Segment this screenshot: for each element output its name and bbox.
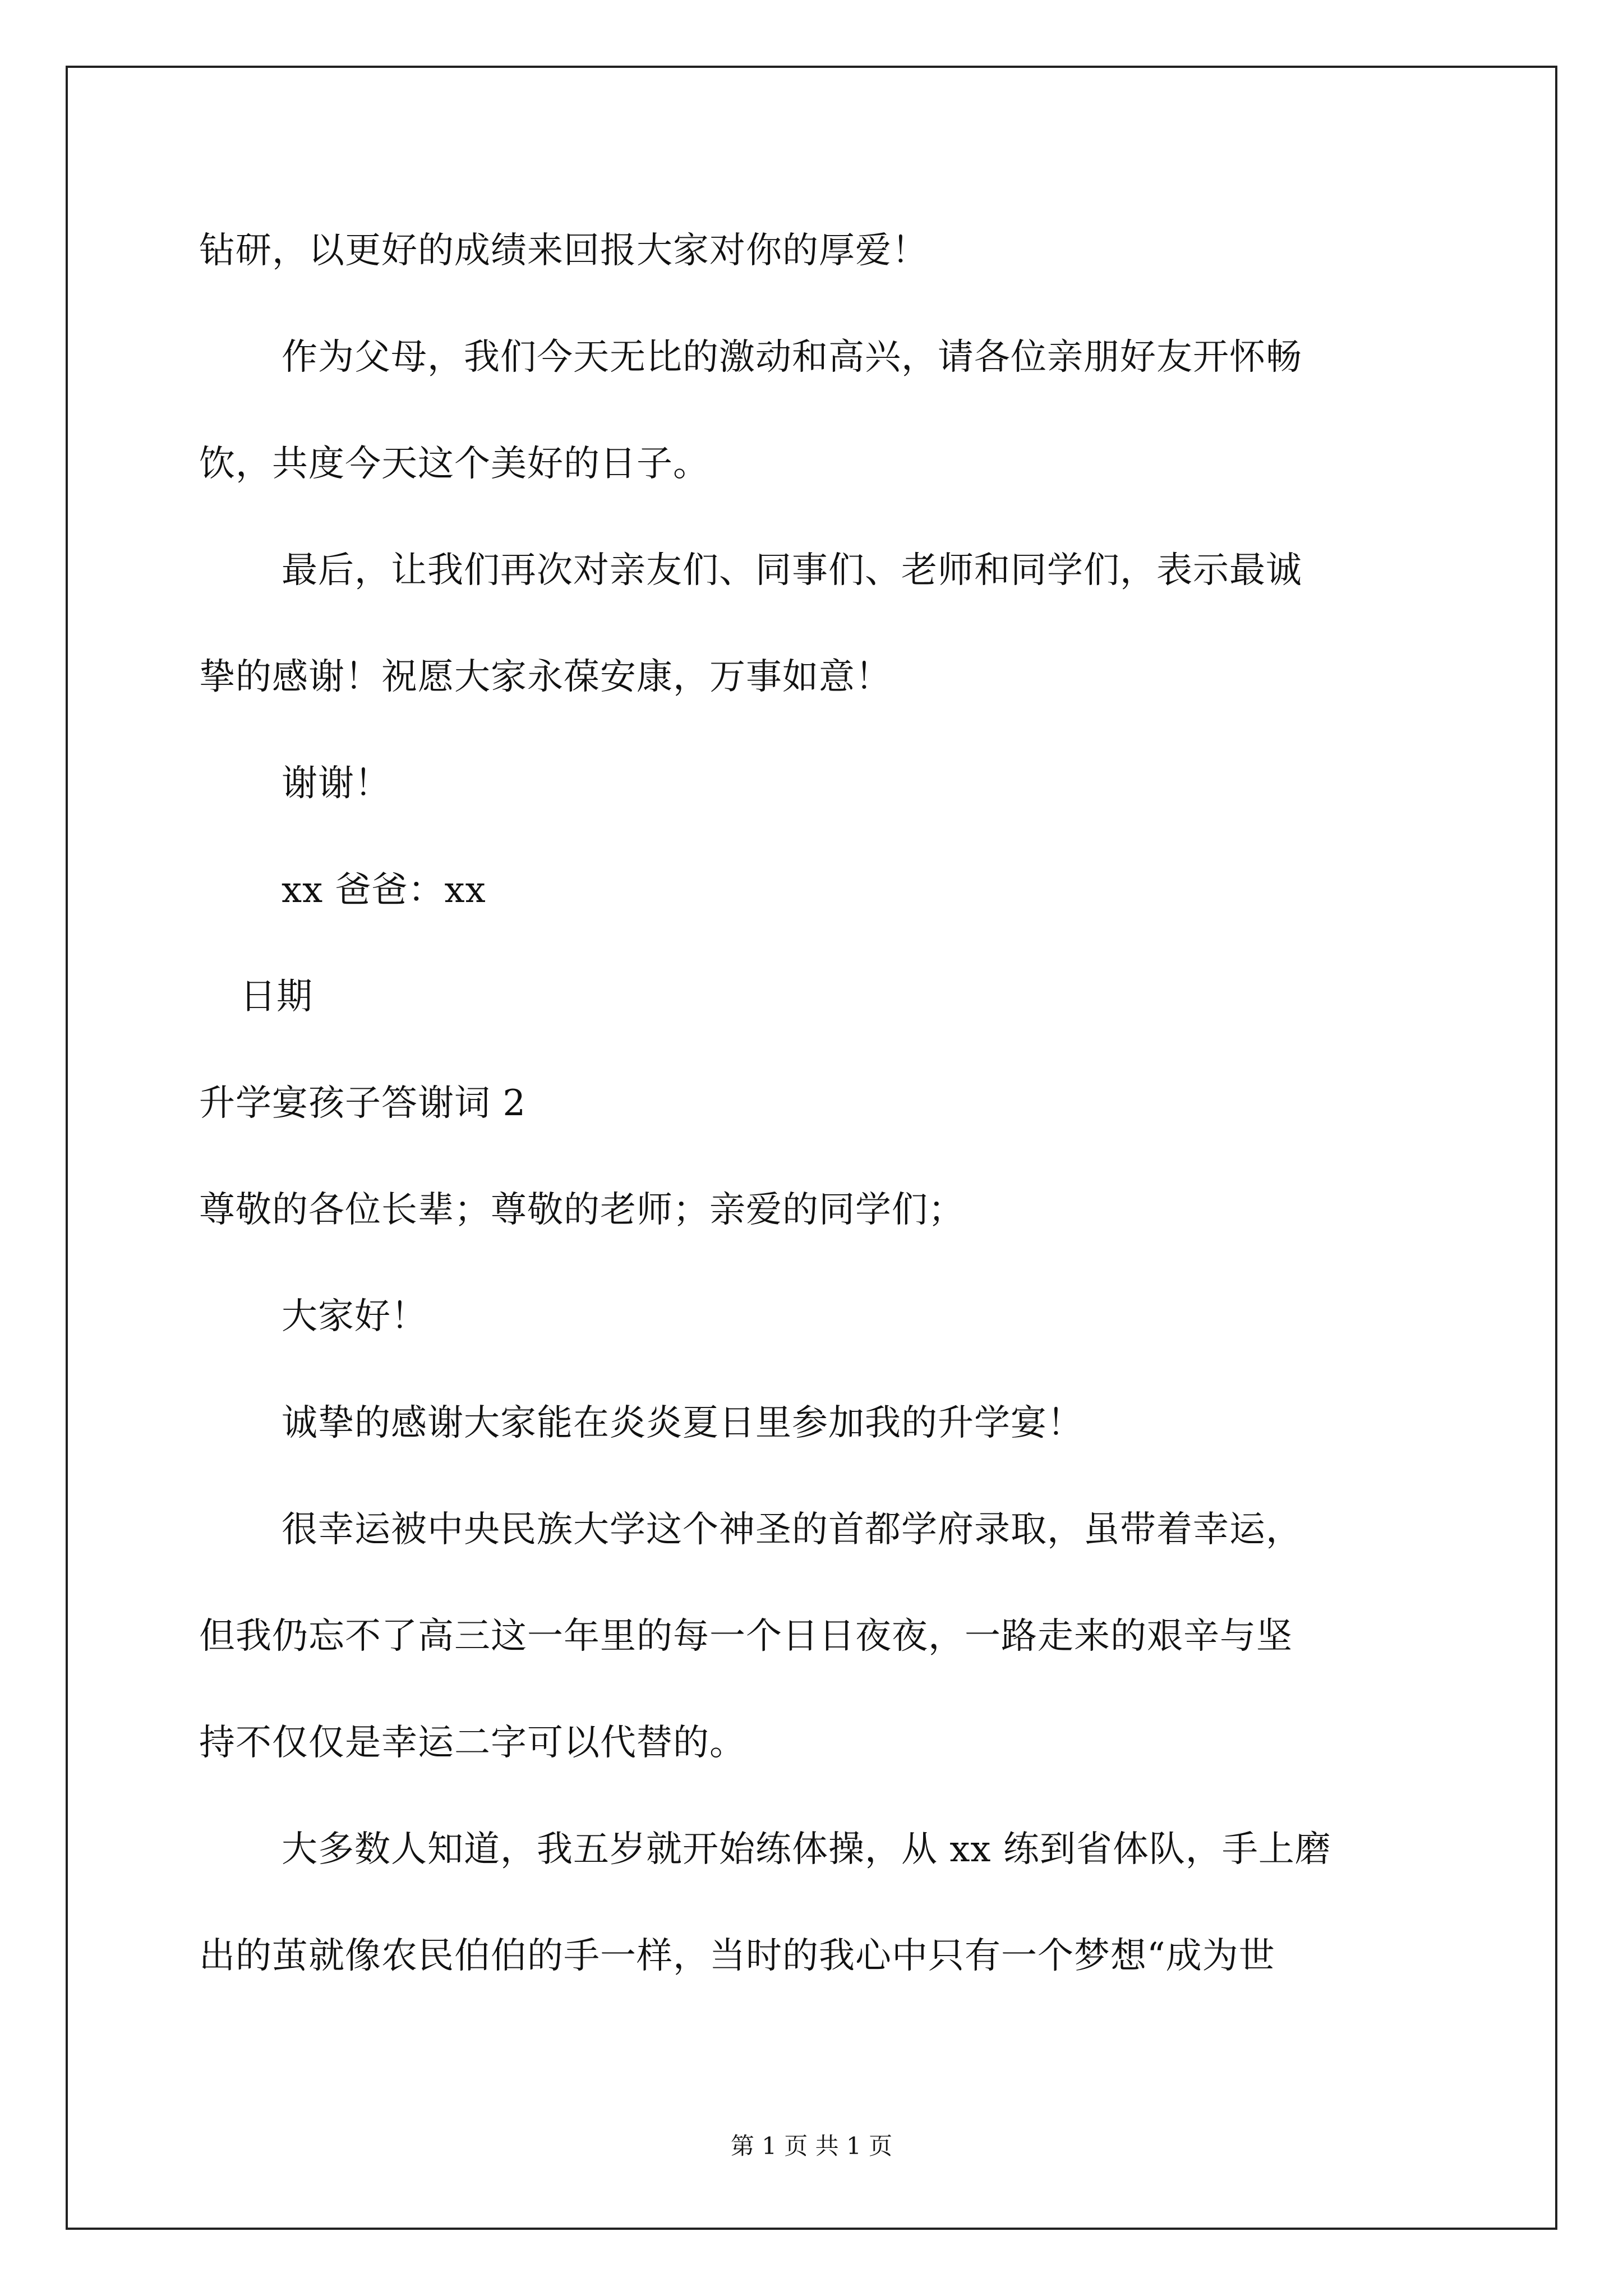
paragraph-line: 挚的感谢！祝愿大家永葆安康，万事如意！ bbox=[199, 656, 892, 698]
signature-line: xx 爸爸：xx bbox=[282, 869, 486, 911]
paragraph-line: 大家好！ bbox=[282, 1296, 427, 1337]
paragraph-line: 大多数人知道，我五岁就开始练体操，从 xx 练到省体队，手上磨 bbox=[282, 1829, 1331, 1870]
paragraph-line: 钻研，以更好的成绩来回报大家对你的厚爱！ bbox=[199, 230, 928, 272]
section-title: 升学宴孩子答谢词 2 bbox=[199, 1083, 527, 1124]
paragraph-line: 诚挚的感谢大家能在炎炎夏日里参加我的升学宴！ bbox=[282, 1402, 1083, 1444]
paragraph-line: 谢谢！ bbox=[282, 763, 391, 804]
paragraph-line: 很幸运被中央民族大学这个神圣的首都学府录取，虽带着幸运， bbox=[282, 1509, 1302, 1550]
page-border bbox=[66, 66, 1557, 2230]
paragraph-line: 出的茧就像农民伯伯的手一样，当时的我心中只有一个梦想“成为世 bbox=[199, 1935, 1275, 1977]
page-footer: 第 1 页 共 1 页 bbox=[730, 2132, 893, 2160]
paragraph-line: 饮，共度今天这个美好的日子。 bbox=[199, 443, 709, 485]
paragraph-line: 作为父母，我们今天无比的激动和高兴，请各位亲朋好友开怀畅 bbox=[282, 337, 1302, 378]
paragraph-line: 持不仅仅是幸运二字可以代替的。 bbox=[199, 1722, 746, 1764]
paragraph-line: 但我仍忘不了高三这一年里的每一个日日夜夜，一路走来的艰辛与坚 bbox=[199, 1616, 1293, 1657]
salutation-line: 尊敬的各位长辈；尊敬的老师；亲爱的同学们； bbox=[199, 1189, 965, 1231]
paragraph-line: 最后，让我们再次对亲友们、同事们、老师和同学们，表示最诚 bbox=[282, 550, 1302, 591]
date-line: 日期 bbox=[240, 976, 313, 1018]
